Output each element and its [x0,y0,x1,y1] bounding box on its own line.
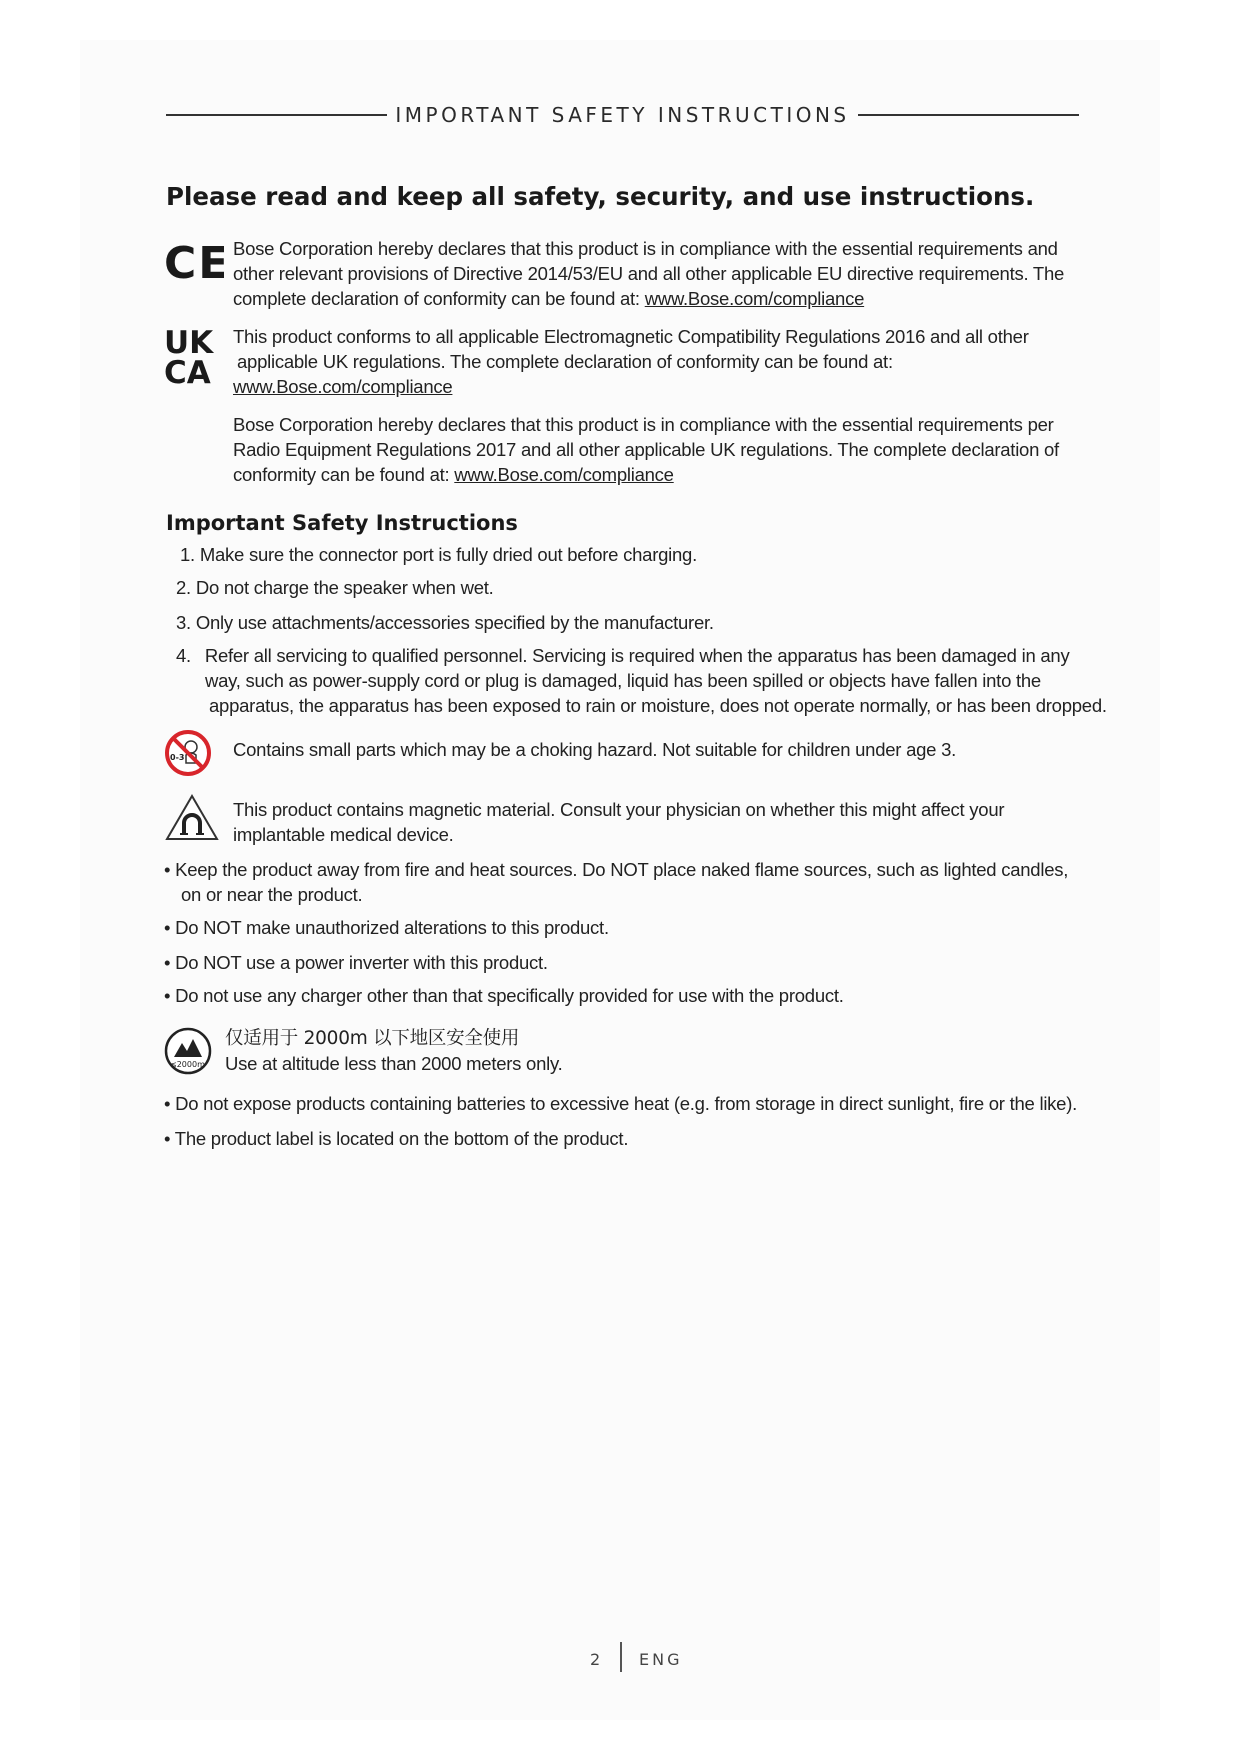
bullet-fire-line-2: on or near the product. [181,884,363,905]
ukca-compliance-link[interactable]: www.Bose.com/compliance [233,376,453,397]
bullet-label: • The product label is located on the bottom of the product. [164,1128,629,1149]
radio-line-2: Radio Equipment Regulations 2017 and all other applicable UK regulations. The complete declaration of [233,439,1059,460]
numbered-item-2 [176,575,494,600]
magnet-line-1: This product contains magnetic material. Consult your physician on whether this might affect your [233,799,1005,820]
altitude-icon-label: ≤2000m [170,1060,205,1069]
ce-mark-text: CE [164,240,224,284]
ukca-mark-text-ca: CA [164,355,211,387]
altitude-text [225,1026,563,1076]
bullet-fire [164,857,1068,907]
radio-equipment-declaration [233,412,1059,487]
numbered-item-1-num: 1. [180,544,195,565]
radio-compliance-link[interactable]: www.Bose.com/compliance [454,464,674,485]
numbered-item-1-text: Make sure the connector port is fully dried out before charging. [199,544,697,565]
page-number: 2 [590,1650,603,1669]
radio-line-3 [233,462,1059,487]
numbered-item-4-line-1: Refer all servicing to qualified personnel. Servicing is required when the apparatus has been damaged in any [204,645,1070,666]
numbered-item-4-line-3: apparatus, the apparatus has been exposed to rain or moisture, does not operate normally, or has been dropped. [209,695,1107,716]
ukca-line-1: This product conforms to all applicable Electromagnetic Compatibility Regulations 2016 and all other [233,326,1029,347]
header-title: IMPORTANT SAFETY INSTRUCTIONS [395,103,850,127]
numbered-item-1 [180,542,697,567]
main-heading: Please read and keep all safety, security, and use instructions. [166,182,1035,211]
numbered-item-3-text: Only use attachments/accessories specified by the manufacturer. [195,612,714,633]
bullet-alterations: • Do NOT make unauthorized alterations to this product. [164,917,609,938]
section-header [166,100,1079,130]
ce-line-3-prefix: complete declaration of conformity can be found at: [233,288,645,309]
ce-declaration [233,236,1064,311]
choking-text: Contains small parts which may be a choking hazard. Not suitable for children under age 3. [233,739,957,760]
altitude-limit-icon [164,1027,212,1075]
ce-line-3 [233,286,1064,311]
language-code: ENG [639,1650,683,1669]
ce-line-2: other relevant provisions of Directive 2014/53/EU and all other applicable EU directive requirements. The [233,263,1065,284]
ce-line-1: Bose Corporation hereby declares that this product is in compliance with the essential requirements and [233,238,1058,259]
safety-heading: Important Safety Instructions [166,511,518,535]
bullet-fire-line-1: • Keep the product away from fire and heat sources. Do NOT place naked flame sources, such as lighted candles, [164,859,1069,880]
numbered-item-3 [176,610,714,635]
choking-age-label: 0-3 [170,753,185,762]
radio-line-1: Bose Corporation hereby declares that this product is in compliance with the essential requirements per [233,414,1054,435]
ukca-mark-text-uk: UK [164,325,214,361]
radio-line-3-prefix: conformity can be found at: [233,464,455,485]
ukca-declaration [233,324,1029,399]
ukca-mark-icon [164,325,224,387]
magnet-text [233,797,1004,847]
header-rule-left [166,114,387,116]
bullet-inverter: • Do NOT use a power inverter with this product. [164,952,548,973]
ukca-line-3 [233,374,1029,399]
header-rule-right [858,114,1079,116]
bullet-charger: • Do not use any charger other than that specifically provided for use with the product. [164,985,844,1006]
choking-hazard-icon [164,729,212,777]
numbered-item-4 [176,643,1069,668]
numbered-item-4-num: 4. [176,645,191,666]
footer-divider [620,1642,622,1672]
numbered-item-4-line-2: way, such as power-supply cord or plug is damaged, liquid has been spilled or objects have fallen into the [205,670,1041,691]
magnet-warning-icon [164,793,220,843]
ce-compliance-link[interactable]: www.Bose.com/compliance [644,288,865,309]
ukca-line-2: applicable UK regulations. The complete declaration of conformity can be found at: [237,351,893,372]
magnet-line-2: implantable medical device. [233,824,454,845]
numbered-item-2-text: Do not charge the speaker when wet. [195,577,494,598]
ce-mark-icon [164,240,224,284]
numbered-item-2-num: 2. [176,577,191,598]
altitude-line-chinese: 仅适用于 2000m 以下地区安全使用 [225,1028,520,1049]
bullet-batteries: • Do not expose products containing batteries to excessive heat (e.g. from storage in direct sunlight, fire or the like). [164,1093,1078,1114]
numbered-item-3-num: 3. [176,612,191,633]
altitude-line-english: Use at altitude less than 2000 meters only. [225,1053,563,1074]
